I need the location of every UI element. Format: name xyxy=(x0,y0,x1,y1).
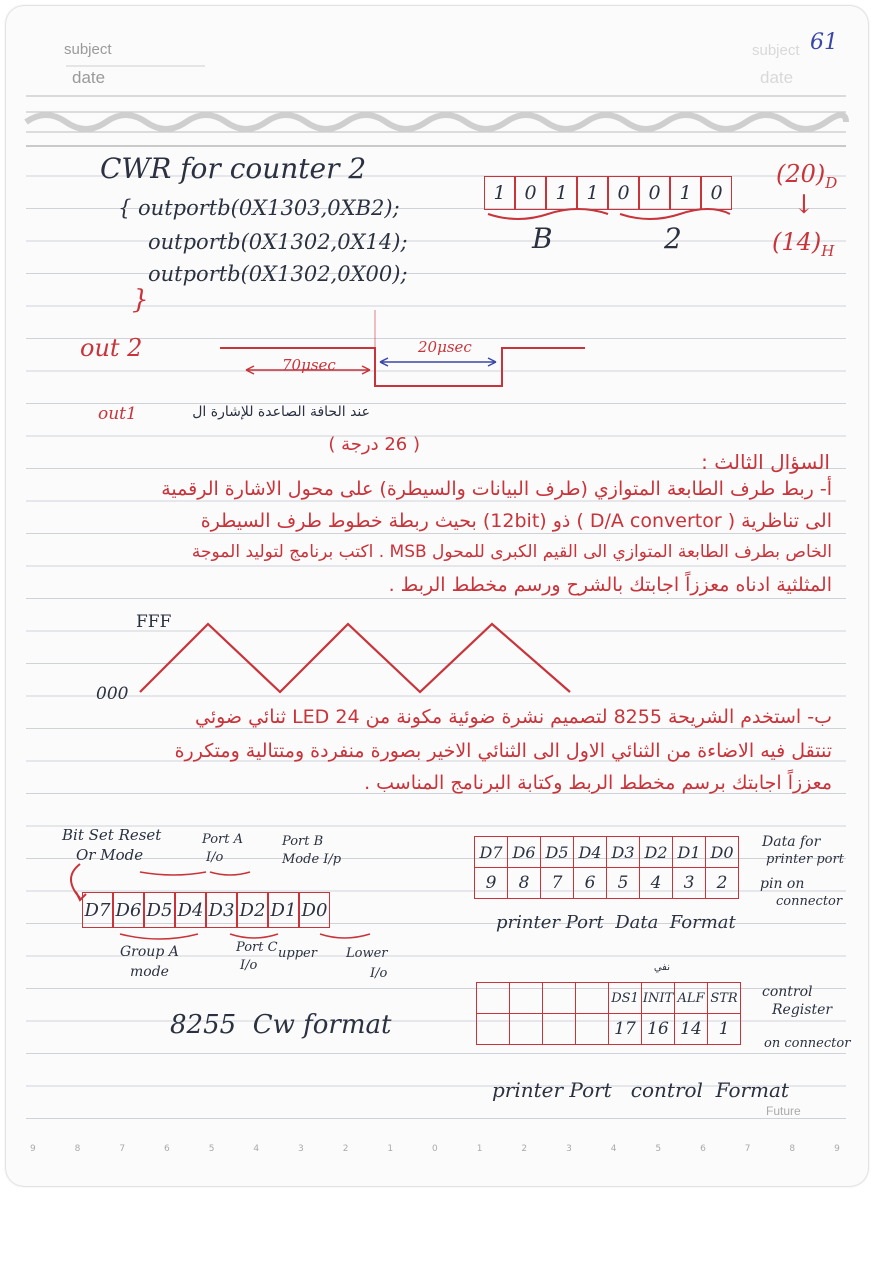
table-cell xyxy=(477,983,510,1014)
hex-high: B xyxy=(532,222,553,255)
control-note: نفي xyxy=(653,962,670,973)
table-cell: 4 xyxy=(640,868,673,899)
time-high: 20μsec xyxy=(418,338,472,356)
part-a-line-2: الى تناظرية ( D/A convertor ) ذو (12bit) بحيث ربطة خطوط طرف السيطرة xyxy=(200,510,832,532)
ruler-tick: 9 xyxy=(30,1144,36,1154)
table-cell xyxy=(543,983,576,1014)
table-cell: 1 xyxy=(708,1014,741,1045)
ruler-tick: 0 xyxy=(432,1144,438,1154)
counter-title: CWR for counter 2 xyxy=(100,152,367,185)
control-side-2: Register xyxy=(772,1002,833,1018)
bit-cell: D1 xyxy=(268,892,299,928)
ruler-tick: 8 xyxy=(74,1144,81,1154)
label-groupa-mode: mode xyxy=(130,964,169,980)
table-cell xyxy=(510,1014,543,1045)
label-bitset: Bit Set Reset xyxy=(62,826,162,844)
part-a-line-4: المثلثية ادناه معززاً اجابتك بالشرح ورسم مخطط الربط . xyxy=(388,574,832,596)
control-caption: printer Port control Format xyxy=(492,1078,789,1102)
part-a-line-1: أ- ربط طرف الطابعة المتوازي (طرف البيانات والسيطرة) على محول الاشارة الرقمية xyxy=(161,478,832,500)
control-side-1: control xyxy=(762,984,813,1000)
subject-label-faint: subject xyxy=(752,42,800,59)
cw-braces xyxy=(60,860,380,1000)
data-caption: printer Port Data Format xyxy=(496,912,736,933)
part-a-line-3: الخاص بطرف الطابعة المتوازي الى القيم الكبرى للمحول MSB . اكتب برنامج لتوليد الموجة xyxy=(191,542,832,562)
decimal-value: $(20)_D$ xyxy=(776,160,838,192)
code-line-1: { outportb(0X1303,0XB2); xyxy=(118,196,400,220)
table-cell: 6 xyxy=(574,868,607,899)
ruler-tick: 4 xyxy=(610,1144,617,1154)
label-upper: upper xyxy=(278,946,317,961)
ruler-tick: 6 xyxy=(164,1144,170,1154)
ruler-tick: 1 xyxy=(476,1144,483,1154)
bit-cell: D0 xyxy=(299,892,330,928)
question-grade: ( 26 درجة ) xyxy=(328,434,420,455)
table-cell: 7 xyxy=(541,868,574,899)
brand-logo: Future xyxy=(766,1104,801,1118)
label-portb-io: Mode I/p xyxy=(282,852,342,867)
control-side-3: on connector xyxy=(764,1036,851,1051)
table-cell: 3 xyxy=(673,868,706,899)
bit-cell: D5 xyxy=(144,892,175,928)
label-portc-io: I/o xyxy=(240,958,258,973)
printer-data-table xyxy=(474,836,739,899)
table-cell xyxy=(576,1014,609,1045)
printer-control-table xyxy=(476,982,741,1045)
question-title: السؤال الثالث : xyxy=(701,450,830,474)
table-cell: DS1 xyxy=(609,983,642,1014)
nibble-underlines xyxy=(484,208,744,228)
rising-edge-note: عند الحافة الصاعدة للإشارة ال xyxy=(192,404,370,420)
part-b-line-3: معززاً اجابتك برسم مخطط الربط وكتابة البرنامج المناسب . xyxy=(364,772,832,794)
bit-cell: D6 xyxy=(113,892,144,928)
cw-caption: 8255 Cw format xyxy=(170,1010,392,1040)
bit-cell: D3 xyxy=(206,892,237,928)
ruler-tick: 8 xyxy=(789,1144,796,1154)
ruler-tick: 2 xyxy=(342,1144,349,1154)
table-cell: INIT xyxy=(642,983,675,1014)
bit-cell: 0 xyxy=(608,176,639,210)
bit-cell: D2 xyxy=(237,892,268,928)
table-cell: D2 xyxy=(640,837,673,868)
ruler-tick: 7 xyxy=(119,1144,126,1154)
data-side-1: Data for xyxy=(762,834,821,850)
table-cell: D1 xyxy=(673,837,706,868)
bit-cell: 0 xyxy=(515,176,546,210)
code-line-3: outportb(0X1302,0X00); xyxy=(148,262,408,286)
out2-waveform xyxy=(210,310,610,390)
ruler-tick: 4 xyxy=(253,1144,260,1154)
table-cell: 5 xyxy=(607,868,640,899)
time-low: 70μsec xyxy=(282,356,336,374)
table-cell: STR xyxy=(708,983,741,1014)
part-b-line-2: تنتقل فيه الاضاءة من الثنائي الاول الى الثنائي الاخير بصورة منفردة ومتتالية ومتكررة xyxy=(174,740,832,762)
ruler-tick: 5 xyxy=(208,1144,215,1154)
table-cell: 9 xyxy=(475,868,508,899)
data-side-3: pin on xyxy=(760,876,805,892)
code-line-2: outportb(0X1302,0X14); xyxy=(148,230,408,254)
bit-cell: 1 xyxy=(546,176,577,210)
page-number: 61 xyxy=(810,30,838,55)
table-cell: D6 xyxy=(508,837,541,868)
label-porta-io: I/o xyxy=(206,850,224,865)
label-groupa: Group A xyxy=(120,944,179,960)
label-portb: Port B xyxy=(282,834,324,849)
bit-cell: 0 xyxy=(701,176,732,210)
ruler-tick: 1 xyxy=(387,1144,394,1154)
data-side-4: connector xyxy=(776,894,843,909)
label-lower: Lower xyxy=(346,946,388,961)
bottom-ruler xyxy=(30,1144,840,1154)
bit-cell: 1 xyxy=(577,176,608,210)
table-cell: 2 xyxy=(706,868,739,899)
date-label: date xyxy=(72,68,106,87)
date-label-faint: date xyxy=(760,68,794,87)
bit-cell: 0 xyxy=(639,176,670,210)
label-or-mode: Or Mode xyxy=(76,846,144,864)
ruler-tick: 6 xyxy=(700,1144,706,1154)
table-cell: ALF xyxy=(675,983,708,1014)
bit-cell: 1 xyxy=(670,176,701,210)
part-b-line-1: ب- استخدم الشريحة 8255 لتصميم نشرة ضوئية مكونة من 24 LED ثنائي ضوئي xyxy=(194,706,832,728)
bit-cell: D4 xyxy=(175,892,206,928)
table-cell xyxy=(543,1014,576,1045)
triangle-wave xyxy=(130,612,590,702)
ruler-tick: 2 xyxy=(521,1144,528,1154)
cwr-bit-box xyxy=(484,176,732,210)
bit-cell: 1 xyxy=(484,176,515,210)
brace-close: } xyxy=(132,285,149,315)
bit-cell: D7 xyxy=(82,892,113,928)
table-cell: 16 xyxy=(642,1014,675,1045)
table-cell: 8 xyxy=(508,868,541,899)
out1-label: out1 xyxy=(98,404,137,424)
hex-low: 2 xyxy=(664,222,682,255)
table-cell xyxy=(477,1014,510,1045)
table-cell: 17 xyxy=(609,1014,642,1045)
table-cell: D5 xyxy=(541,837,574,868)
table-cell: D0 xyxy=(706,837,739,868)
table-cell: D3 xyxy=(607,837,640,868)
label-lower-io: I/o xyxy=(370,966,388,981)
ruler-tick: 7 xyxy=(744,1144,751,1154)
ruler-tick: 5 xyxy=(655,1144,662,1154)
data-side-2: printer port xyxy=(766,852,844,867)
ruler-tick: 3 xyxy=(298,1144,304,1154)
hex-value: $(14)_H$ xyxy=(772,228,835,260)
cw-8255-box xyxy=(82,892,330,928)
table-cell: 14 xyxy=(675,1014,708,1045)
subject-label: subject xyxy=(64,41,112,58)
wave-top-label: FFF xyxy=(136,612,172,632)
wave-bottom-label: 000 xyxy=(96,684,129,704)
table-cell xyxy=(510,983,543,1014)
ruler-tick: 3 xyxy=(566,1144,572,1154)
table-cell: D7 xyxy=(475,837,508,868)
ruler-tick: 9 xyxy=(834,1144,840,1154)
table-cell: D4 xyxy=(574,837,607,868)
label-portc: Port C xyxy=(236,940,278,955)
output-label: out 2 xyxy=(80,334,143,362)
label-porta: Port A xyxy=(202,832,244,847)
down-arrow-icon: ↓ xyxy=(793,190,815,220)
table-cell xyxy=(576,983,609,1014)
